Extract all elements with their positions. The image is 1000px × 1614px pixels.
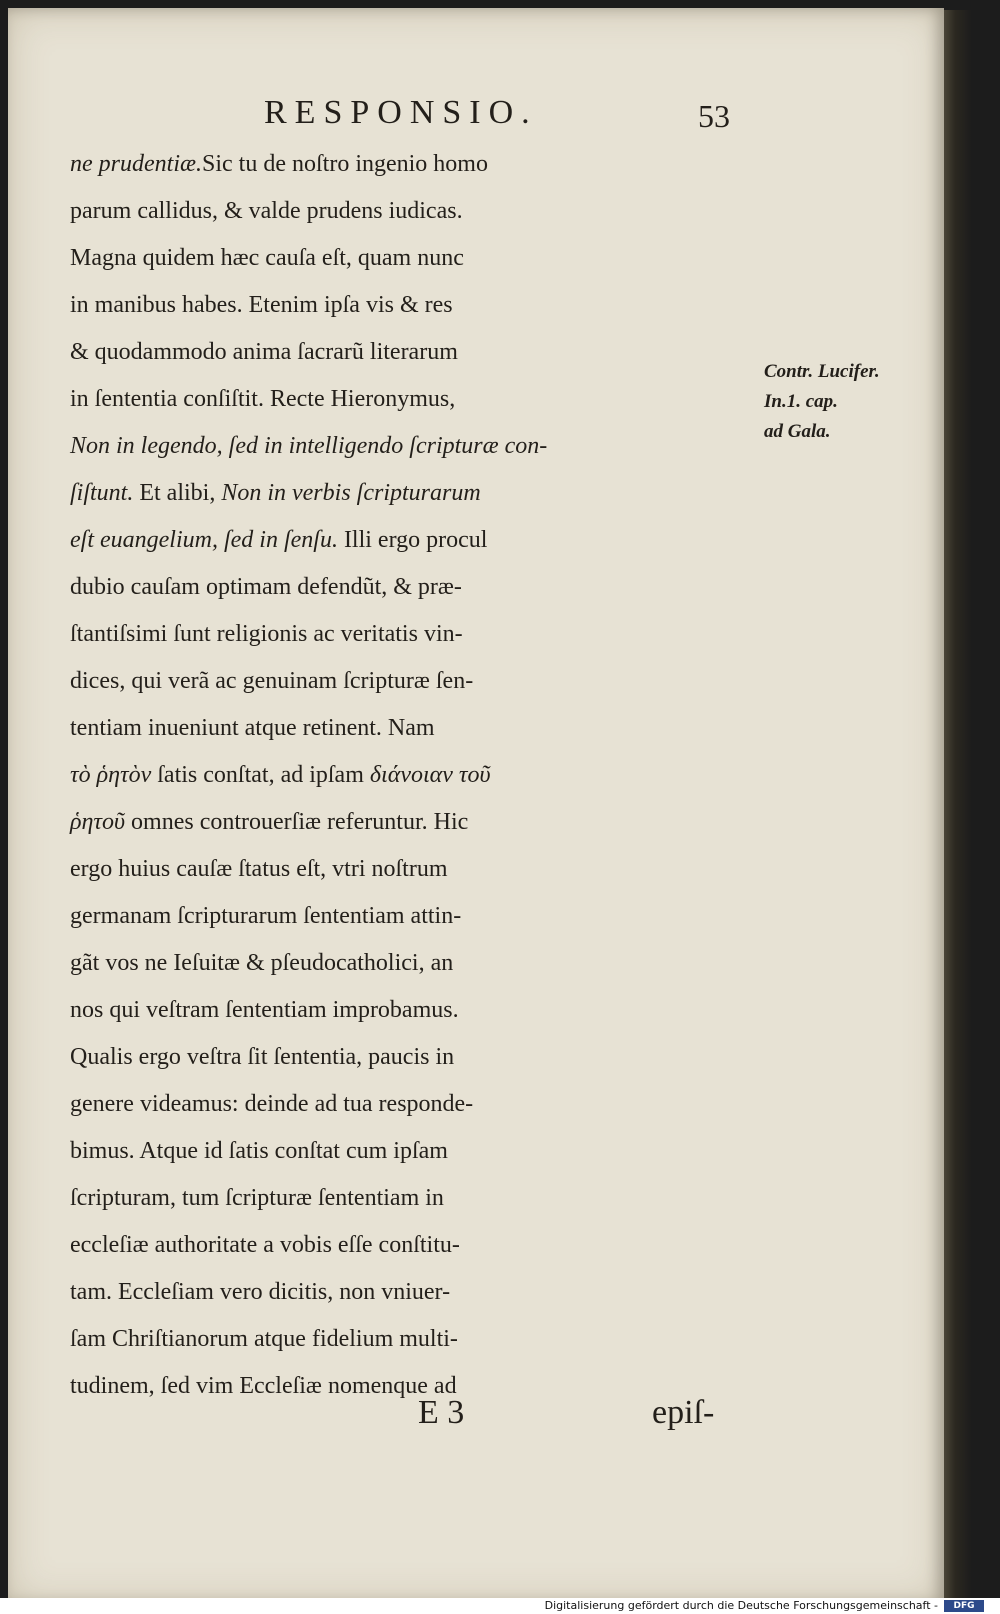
text-line: [70, 282, 750, 329]
roman-text: Et alibi,: [133, 480, 222, 506]
italic-text: ne prudentiæ.: [70, 151, 202, 177]
catchword: epiſ-: [652, 1394, 715, 1431]
roman-text: genere videamus: deinde ad tua responde-: [70, 1091, 474, 1117]
italic-text: Non in legendo, ſed in intelligendo ſcripturæ con-: [70, 433, 548, 459]
text-line: [70, 1034, 750, 1081]
roman-text: omnes controuerſiæ referuntur. Hic: [125, 809, 469, 835]
roman-text: nos qui veſtram ſententiam improbamus.: [70, 997, 459, 1023]
roman-text: Illi ergo procul: [337, 527, 488, 553]
text-line: [70, 1081, 750, 1128]
roman-text: tentiam inueniunt atque retinent. Nam: [70, 715, 435, 741]
running-head: RESPONSIO.: [264, 94, 538, 131]
text-line: [70, 141, 750, 188]
dfg-logo: DFG: [944, 1600, 984, 1612]
text-line: [70, 752, 750, 799]
italic-text: διάνοιαν τοῦ: [369, 762, 491, 788]
text-line: [70, 376, 750, 423]
roman-text: bimus. Atque id ſatis conſtat cum ipſam: [70, 1138, 448, 1164]
text-line: [70, 987, 750, 1034]
roman-text: Magna quidem hæc cauſa eſt, quam nunc: [70, 245, 464, 271]
text-line: [70, 799, 750, 846]
text-line: [70, 1128, 750, 1175]
roman-text: ſtantiſsimi ſunt religionis ac veritatis vin-: [70, 621, 463, 647]
text-line: [70, 705, 750, 752]
roman-text: in ſententia conſiſtit. Recte Hieronymus,: [70, 386, 456, 412]
italic-text: ῥητοῦ: [70, 809, 126, 835]
text-line: [70, 1222, 750, 1269]
page-edge: [944, 10, 972, 1604]
roman-text: dices, qui verã ac genuinam ſcripturæ ſen-: [70, 668, 474, 694]
page-number: 53: [698, 98, 730, 134]
italic-text: eſt euangelium, ſed in ſenſu.: [70, 527, 338, 553]
roman-text: Qualis ergo veſtra ſit ſententia, paucis in: [70, 1044, 455, 1070]
text-line: [70, 611, 750, 658]
roman-text: tam. Eccleſiam vero dicitis, non vniuer-: [70, 1279, 451, 1305]
text-line: [70, 517, 750, 564]
roman-text: ergo huius cauſæ ſtatus eſt, vtri noſtrum: [70, 856, 448, 882]
roman-text: eccleſiæ authoritate a vobis eſſe conſtitu-: [70, 1232, 460, 1258]
signature-mark: E 3: [418, 1394, 465, 1431]
text-line: [70, 235, 750, 282]
roman-text: tudinem, ſed vim Eccleſiæ nomenque ad: [70, 1373, 457, 1399]
roman-text: Sic tu de noſtro ingenio homo: [202, 151, 488, 177]
italic-text: Non in verbis ſcripturarum: [221, 480, 481, 506]
marginal-note-line: ad Gala.: [764, 421, 831, 442]
text-line: [70, 1269, 750, 1316]
roman-text: ſatis conſtat, ad ipſam: [151, 762, 370, 788]
text-line: [70, 1363, 750, 1410]
roman-text: parum callidus, & valde prudens iudicas.: [70, 198, 463, 224]
text-line: [70, 564, 750, 611]
text-line: [70, 470, 750, 517]
roman-text: ſcripturam, tum ſcripturæ ſententiam in: [70, 1185, 444, 1211]
marginal-note-line: Contr. Lucifer.: [764, 361, 880, 382]
roman-text: germanam ſcripturarum ſententiam attin-: [70, 903, 462, 929]
roman-text: ſam Chriſtianorum atque fidelium multi-: [70, 1326, 458, 1352]
digitization-footer: [0, 1598, 1000, 1614]
italic-text: τὸ ῥητὸν: [70, 762, 152, 788]
text-line: [70, 423, 750, 470]
book-page: [8, 8, 944, 1604]
footer-credit: Digitalisierung gefördert durch die Deutsche Forschungsgemeinschaft -: [544, 1599, 938, 1612]
italic-text: ſiſtunt.: [70, 480, 134, 506]
roman-text: & quodammodo anima ſacrarũ literarum: [70, 339, 458, 365]
text-line: [70, 846, 750, 893]
text-line: [70, 940, 750, 987]
text-line: [70, 1175, 750, 1222]
text-line: [70, 658, 750, 705]
text-line: [70, 188, 750, 235]
roman-text: gãt vos ne Ieſuitæ & pſeudocatholici, an: [70, 950, 454, 976]
text-line: [70, 1316, 750, 1363]
roman-text: dubio cauſam optimam defendũt, & præ-: [70, 574, 462, 600]
roman-text: in manibus habes. Etenim ipſa vis & res: [70, 292, 453, 318]
text-line: [70, 893, 750, 940]
marginal-note-line: In.1. cap.: [764, 391, 838, 412]
text-line: [70, 329, 750, 376]
